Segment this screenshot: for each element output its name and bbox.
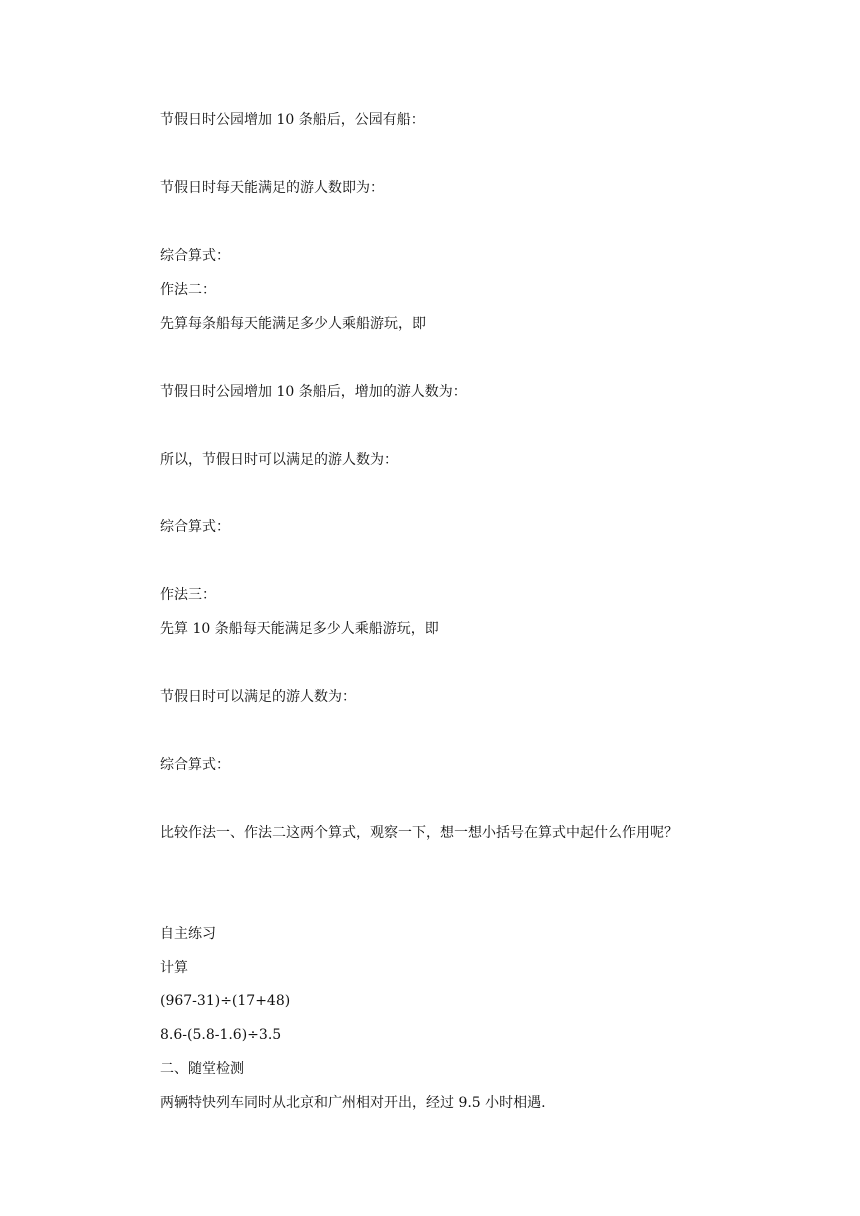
text-line-method-two: 作法二： <box>160 282 216 298</box>
text-line-trains-problem: 两辆特快列车同时从北京和广州相对开出，经过 9.5 小时相遇. <box>160 1095 546 1111</box>
expression-1: (967-31)÷(17+48) <box>160 993 291 1009</box>
expression-2: 8.6-(5.8-1.6)÷3.5 <box>160 1027 282 1043</box>
text-line-visitors-per-day: 节假日时每天能满足的游人数即为： <box>160 180 384 196</box>
text-line-added-visitors: 节假日时公园增加 10 条船后，增加的游人数为： <box>160 384 467 400</box>
heading-self-practice: 自主练习 <box>160 926 216 942</box>
text-line-total-visitors: 所以，节假日时可以满足的游人数为： <box>160 452 398 468</box>
text-line-per-boat-capacity: 先算每条船每天能满足多少人乘船游玩，即 <box>160 316 426 332</box>
text-line-combined-formula-1: 综合算式： <box>160 248 230 264</box>
text-line-method-three: 作法三： <box>160 587 216 603</box>
heading-calculate: 计算 <box>160 960 188 976</box>
text-line-combined-formula-2: 综合算式： <box>160 519 230 535</box>
text-line-compare-methods: 比较作法一、作法二这两个算式，观察一下，想一想小括号在算式中起什么作用呢？ <box>160 825 678 841</box>
text-line-combined-formula-3: 综合算式： <box>160 757 230 773</box>
text-line-boats-after-increase: 节假日时公园增加 10 条船后，公园有船： <box>160 112 425 128</box>
heading-classroom-test: 二、随堂检测 <box>160 1061 244 1077</box>
text-line-holiday-visitors: 节假日时可以满足的游人数为： <box>160 689 356 705</box>
text-line-ten-boats-capacity: 先算 10 条船每天能满足多少人乘船游玩，即 <box>160 621 439 637</box>
